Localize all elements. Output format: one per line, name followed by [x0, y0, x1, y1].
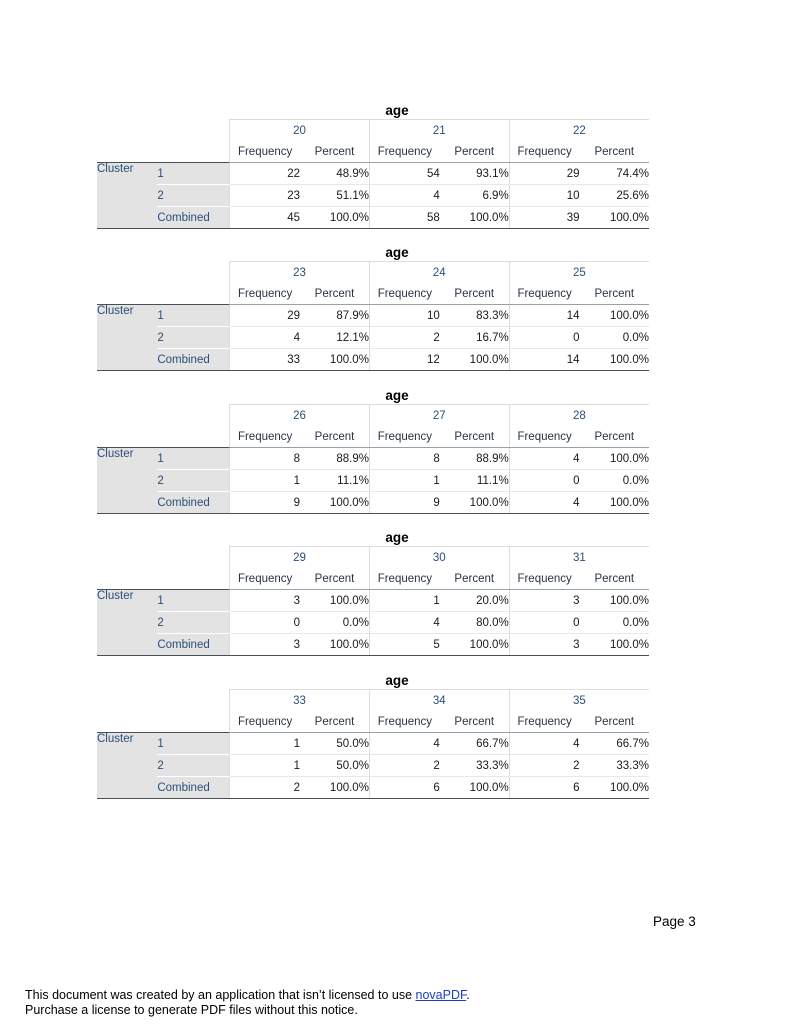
frequency-cell: 0: [230, 612, 300, 634]
percent-cell: 66.7%: [440, 733, 509, 755]
table-row: [97, 349, 649, 371]
cluster-label: Cluster: [97, 733, 157, 799]
frequency-cell: 2: [509, 755, 579, 777]
age-value-header: 33: [230, 690, 370, 712]
row-label: Combined: [157, 777, 229, 799]
frequency-header: Frequency: [230, 141, 300, 163]
frequency-cell: 4: [509, 448, 579, 470]
frequency-table: [97, 404, 649, 514]
frequency-cell: 1: [230, 733, 300, 755]
frequency-cell: 0: [509, 470, 579, 492]
percent-cell: 0.0%: [580, 612, 649, 634]
frequency-table: [97, 546, 649, 656]
header-measures-row: [97, 711, 649, 733]
cluster-label: Cluster: [97, 448, 157, 514]
frequency-header: Frequency: [509, 426, 579, 448]
frequency-cell: 39: [509, 207, 579, 229]
age-value-header: 30: [369, 547, 509, 569]
frequency-header: Frequency: [509, 141, 579, 163]
percent-cell: 20.0%: [440, 590, 509, 612]
table-title: age: [385, 530, 409, 545]
percent-header: Percent: [300, 283, 369, 305]
percent-header: Percent: [580, 711, 649, 733]
age-value-header: 24: [369, 262, 509, 284]
percent-header: Percent: [580, 568, 649, 590]
percent-cell: 66.7%: [580, 733, 649, 755]
frequency-header: Frequency: [230, 426, 300, 448]
age-value-header: 28: [509, 405, 649, 427]
frequency-cell: 8: [369, 448, 439, 470]
percent-cell: 12.1%: [300, 327, 369, 349]
table-row: [97, 327, 649, 349]
row-label: 1: [157, 163, 229, 185]
frequency-cell: 12: [369, 349, 439, 371]
frequency-header: Frequency: [369, 283, 439, 305]
percent-header: Percent: [440, 711, 509, 733]
table-row: [97, 492, 649, 514]
percent-cell: 100.0%: [440, 777, 509, 799]
percent-cell: 100.0%: [440, 634, 509, 656]
percent-header: Percent: [440, 568, 509, 590]
percent-cell: 33.3%: [440, 755, 509, 777]
percent-cell: 83.3%: [440, 305, 509, 327]
percent-cell: 100.0%: [300, 207, 369, 229]
frequency-cell: 58: [369, 207, 439, 229]
table-row: [97, 634, 649, 656]
row-label: Combined: [157, 492, 229, 514]
row-label: 1: [157, 305, 229, 327]
percent-cell: 100.0%: [580, 448, 649, 470]
row-label: 1: [157, 733, 229, 755]
percent-cell: 11.1%: [300, 470, 369, 492]
cluster-label: Cluster: [97, 305, 157, 371]
table-row: [97, 207, 649, 229]
row-label: 1: [157, 448, 229, 470]
age-value-header: 29: [230, 547, 370, 569]
header-measures-row: [97, 568, 649, 590]
percent-cell: 100.0%: [580, 777, 649, 799]
percent-cell: 88.9%: [300, 448, 369, 470]
age-value-header: 21: [369, 120, 509, 142]
table-row: [97, 448, 649, 470]
frequency-cell: 45: [230, 207, 300, 229]
frequency-header: Frequency: [369, 141, 439, 163]
cluster-label: Cluster: [97, 163, 157, 229]
percent-cell: 50.0%: [300, 733, 369, 755]
frequency-cell: 9: [369, 492, 439, 514]
table-row: [97, 305, 649, 327]
age-value-header: 27: [369, 405, 509, 427]
row-label: 2: [157, 327, 229, 349]
table-title: age: [385, 245, 409, 260]
frequency-cell: 29: [230, 305, 300, 327]
row-label: 1: [157, 590, 229, 612]
row-label: 2: [157, 612, 229, 634]
header-values-row: [97, 690, 649, 712]
header-values-row: [97, 120, 649, 142]
percent-cell: 100.0%: [580, 207, 649, 229]
frequency-cell: 14: [509, 349, 579, 371]
percent-header: Percent: [580, 141, 649, 163]
frequency-cell: 1: [369, 590, 439, 612]
age-value-header: 26: [230, 405, 370, 427]
row-label: Combined: [157, 634, 229, 656]
frequency-cell: 0: [509, 327, 579, 349]
frequency-cell: 3: [509, 590, 579, 612]
frequency-cell: 22: [230, 163, 300, 185]
table-row: [97, 163, 649, 185]
percent-cell: 6.9%: [440, 185, 509, 207]
age-value-header: 23: [230, 262, 370, 284]
age-value-header: 20: [230, 120, 370, 142]
frequency-cell: 3: [230, 634, 300, 656]
cluster-label: Cluster: [97, 590, 157, 656]
percent-header: Percent: [580, 283, 649, 305]
age-value-header: 22: [509, 120, 649, 142]
percent-cell: 25.6%: [580, 185, 649, 207]
percent-cell: 11.1%: [440, 470, 509, 492]
percent-header: Percent: [440, 283, 509, 305]
percent-cell: 100.0%: [440, 492, 509, 514]
table-row: [97, 185, 649, 207]
percent-cell: 100.0%: [580, 349, 649, 371]
percent-cell: 100.0%: [440, 349, 509, 371]
percent-cell: 100.0%: [300, 634, 369, 656]
percent-cell: 74.4%: [580, 163, 649, 185]
percent-cell: 100.0%: [580, 634, 649, 656]
license-notice-period: .: [466, 988, 470, 1002]
frequency-cell: 29: [509, 163, 579, 185]
percent-header: Percent: [440, 426, 509, 448]
table-row: [97, 590, 649, 612]
frequency-cell: 14: [509, 305, 579, 327]
header-measures-row: [97, 426, 649, 448]
percent-cell: 0.0%: [580, 470, 649, 492]
percent-cell: 93.1%: [440, 163, 509, 185]
frequency-cell: 4: [509, 492, 579, 514]
frequency-cell: 6: [369, 777, 439, 799]
percent-cell: 100.0%: [300, 590, 369, 612]
table-row: [97, 777, 649, 799]
table-row: [97, 470, 649, 492]
frequency-cell: 3: [509, 634, 579, 656]
frequency-header: Frequency: [369, 426, 439, 448]
percent-cell: 100.0%: [580, 305, 649, 327]
frequency-cell: 1: [230, 470, 300, 492]
frequency-cell: 1: [369, 470, 439, 492]
age-value-header: 31: [509, 547, 649, 569]
frequency-header: Frequency: [230, 568, 300, 590]
percent-header: Percent: [580, 426, 649, 448]
percent-cell: 100.0%: [300, 777, 369, 799]
table-title: age: [385, 673, 409, 688]
header-values-row: [97, 547, 649, 569]
header-values-row: [97, 262, 649, 284]
frequency-table: [97, 261, 649, 371]
table-row: [97, 612, 649, 634]
header-values-row: [97, 405, 649, 427]
license-notice-line-1: [25, 988, 470, 1003]
table-row: [97, 733, 649, 755]
frequency-cell: 8: [230, 448, 300, 470]
frequency-cell: 54: [369, 163, 439, 185]
percent-cell: 50.0%: [300, 755, 369, 777]
age-value-header: 34: [369, 690, 509, 712]
frequency-header: Frequency: [509, 283, 579, 305]
row-label: 2: [157, 755, 229, 777]
frequency-header: Frequency: [230, 711, 300, 733]
novapdf-link[interactable]: novaPDF: [415, 988, 467, 1002]
header-measures-row: [97, 141, 649, 163]
license-notice-text: This document was created by an application that isn’t licensed to use: [25, 988, 416, 1002]
percent-cell: 0.0%: [300, 612, 369, 634]
frequency-cell: 1: [230, 755, 300, 777]
row-label: Combined: [157, 207, 229, 229]
frequency-cell: 9: [230, 492, 300, 514]
frequency-cell: 33: [230, 349, 300, 371]
percent-cell: 0.0%: [580, 327, 649, 349]
frequency-cell: 6: [509, 777, 579, 799]
frequency-cell: 5: [369, 634, 439, 656]
age-value-header: 25: [509, 262, 649, 284]
frequency-header: Frequency: [509, 711, 579, 733]
frequency-cell: 4: [369, 612, 439, 634]
frequency-header: Frequency: [369, 568, 439, 590]
frequency-cell: 4: [369, 733, 439, 755]
percent-cell: 87.9%: [300, 305, 369, 327]
percent-cell: 100.0%: [440, 207, 509, 229]
table-row: [97, 755, 649, 777]
header-measures-row: [97, 283, 649, 305]
table-title: age: [385, 388, 409, 403]
percent-cell: 80.0%: [440, 612, 509, 634]
table-title: age: [385, 103, 409, 118]
percent-header: Percent: [440, 141, 509, 163]
row-label: 2: [157, 470, 229, 492]
frequency-cell: 3: [230, 590, 300, 612]
percent-cell: 100.0%: [580, 492, 649, 514]
percent-cell: 48.9%: [300, 163, 369, 185]
frequency-header: Frequency: [509, 568, 579, 590]
percent-cell: 51.1%: [300, 185, 369, 207]
percent-header: Percent: [300, 141, 369, 163]
frequency-cell: 2: [369, 327, 439, 349]
percent-header: Percent: [300, 711, 369, 733]
percent-cell: 100.0%: [580, 590, 649, 612]
frequency-table: [97, 689, 649, 799]
frequency-cell: 4: [230, 327, 300, 349]
percent-cell: 16.7%: [440, 327, 509, 349]
frequency-cell: 10: [369, 305, 439, 327]
row-label: 2: [157, 185, 229, 207]
percent-header: Percent: [300, 568, 369, 590]
row-label: Combined: [157, 349, 229, 371]
age-value-header: 35: [509, 690, 649, 712]
frequency-header: Frequency: [230, 283, 300, 305]
percent-header: Percent: [300, 426, 369, 448]
frequency-cell: 4: [509, 733, 579, 755]
percent-cell: 100.0%: [300, 349, 369, 371]
frequency-cell: 10: [509, 185, 579, 207]
frequency-cell: 4: [369, 185, 439, 207]
license-notice: [25, 988, 470, 1018]
frequency-cell: 2: [230, 777, 300, 799]
frequency-header: Frequency: [369, 711, 439, 733]
frequency-table: [97, 119, 649, 229]
frequency-cell: 0: [509, 612, 579, 634]
frequency-cell: 23: [230, 185, 300, 207]
percent-cell: 100.0%: [300, 492, 369, 514]
license-notice-line-2: Purchase a license to generate PDF files without this notice.: [25, 1003, 358, 1017]
percent-cell: 33.3%: [580, 755, 649, 777]
page-number: Page 3: [653, 914, 696, 929]
frequency-cell: 2: [369, 755, 439, 777]
percent-cell: 88.9%: [440, 448, 509, 470]
